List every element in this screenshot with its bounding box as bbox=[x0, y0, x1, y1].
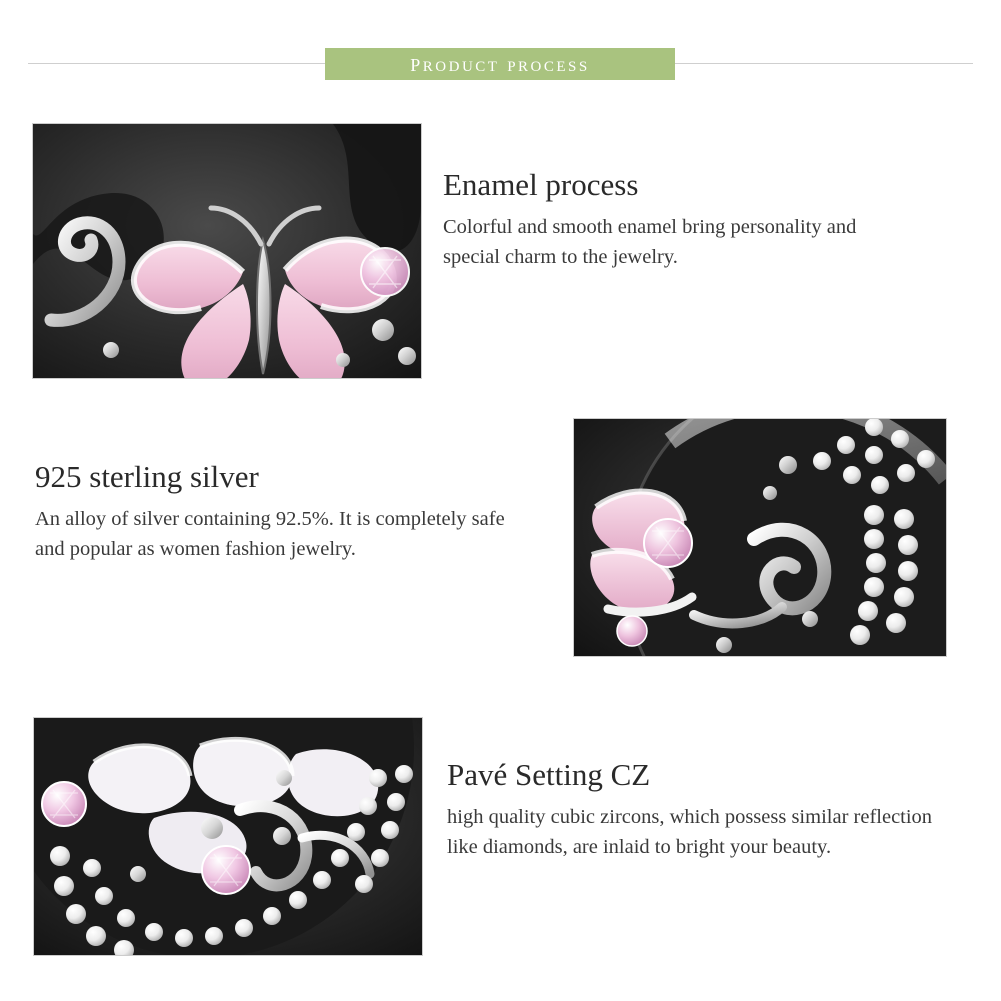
enamel-heading: Enamel process bbox=[443, 167, 639, 202]
enamel-text-block bbox=[443, 168, 913, 273]
silver-text-block bbox=[35, 460, 505, 565]
sterling-silver-charm-closeup-photo bbox=[573, 418, 947, 657]
pave-heading: Pavé Setting CZ bbox=[447, 757, 651, 792]
enamel-body: Colorful and smooth enamel bring personality and special charm to the jewelry. bbox=[443, 216, 857, 269]
banner-tab bbox=[325, 48, 675, 80]
pave-body: high quality cubic zircons, which possess similar reflection like diamonds, are inlaid to bright your beauty. bbox=[447, 806, 933, 859]
silver-body: An alloy of silver containing 92.5%. It is completely safe and popular as women fashion jewelry. bbox=[35, 508, 505, 561]
butterfly-enamel-closeup-photo bbox=[32, 123, 422, 379]
pave-text-block bbox=[447, 758, 967, 863]
pave-cz-setting-closeup-photo bbox=[33, 717, 423, 956]
silver-heading: 925 sterling silver bbox=[35, 459, 259, 494]
product-process-banner bbox=[0, 48, 1001, 80]
page-title: product process bbox=[410, 50, 590, 77]
